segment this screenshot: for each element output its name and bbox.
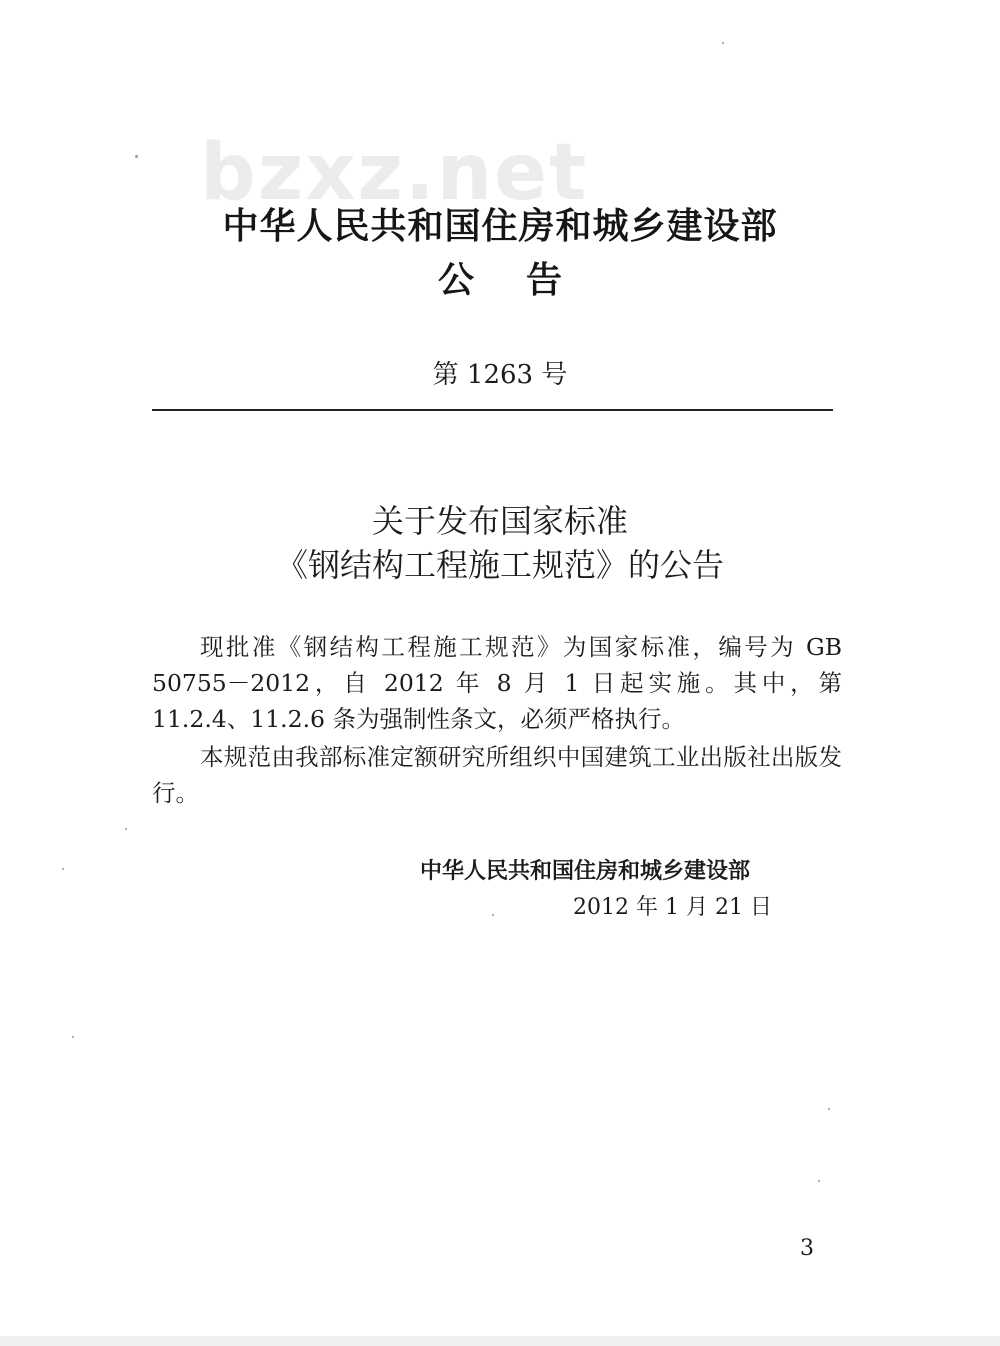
watermark: bzxz.net (200, 128, 589, 218)
scan-bottom-edge (0, 1336, 1000, 1346)
paragraph-text: 现批准《钢结构工程施工规范》为国家标准，编号为 GB 50755－2012，自 2012 年 8 月 1 日起实施。其中，第 11.2.4、11.2.6 条为强制性条文，必须严格执行。 (152, 633, 842, 733)
notice-title-line-2: 《钢结构工程施工规范》的公告 (275, 546, 724, 584)
issuer-signature: 中华人民共和国住房和城乡建设部 (420, 859, 751, 884)
body-paragraph-2 (152, 739, 842, 811)
notice-heading: 公告 (437, 260, 614, 301)
scan-speck (722, 42, 724, 44)
page-number: 3 (800, 1236, 814, 1261)
scan-speck (62, 868, 64, 870)
scan-speck (828, 1108, 830, 1110)
body-paragraph-1 (152, 629, 842, 737)
notice-title-line-1: 关于发布国家标准 (371, 502, 628, 540)
issue-date: 2012 年 1 月 21 日 (573, 895, 772, 920)
scan-speck (125, 828, 127, 830)
header-divider (152, 409, 833, 411)
paragraph-text: 本规范由我部标准定额研究所组织中国建筑工业出版社出版发行。 (152, 743, 842, 807)
ministry-heading: 中华人民共和国住房和城乡建设部 (222, 206, 778, 247)
scan-speck (492, 914, 494, 916)
scan-speck (135, 155, 138, 158)
notice-number: 第 1263 号 (432, 360, 568, 390)
scan-speck (818, 1180, 820, 1182)
scan-speck (72, 1036, 74, 1038)
